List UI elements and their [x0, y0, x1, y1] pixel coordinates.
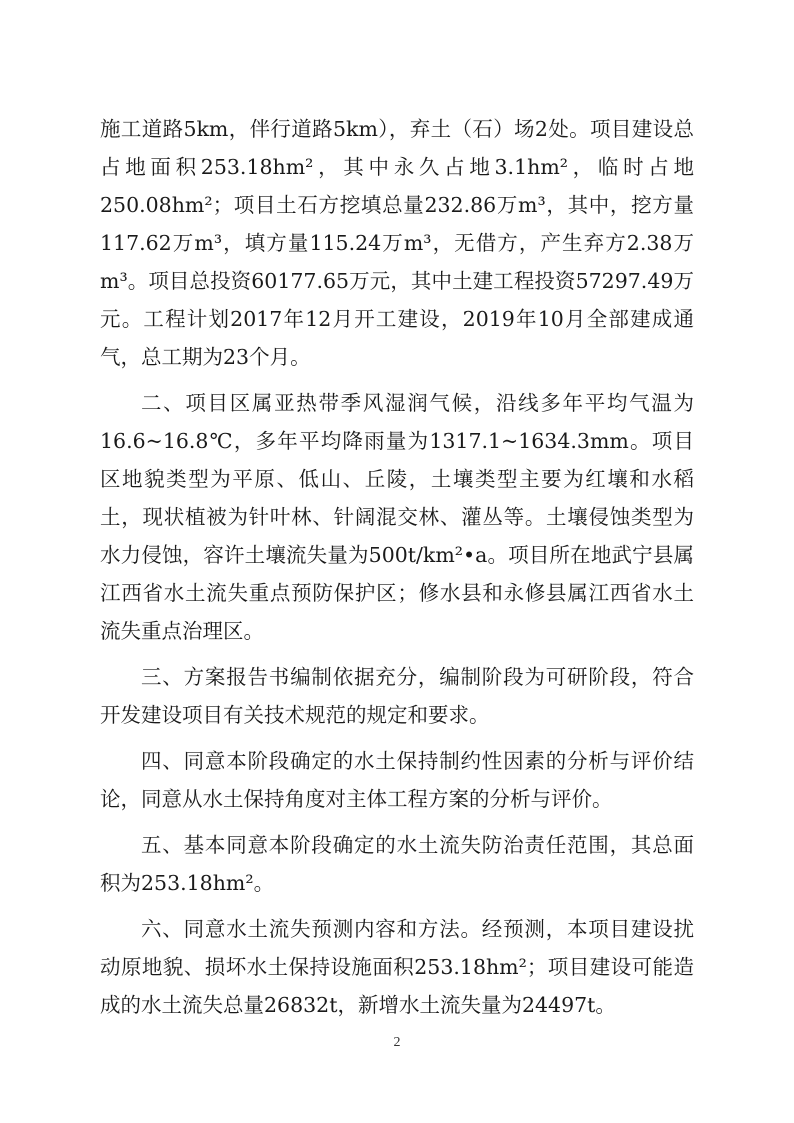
- paragraph-constraint-analysis: 四、同意本阶段确定的水土保持制约性因素的分析与评价结论，同意从水土保持角度对主体工程方案的分析与评价。: [100, 749, 694, 811]
- paragraph-climate-soil: 二、项目区属亚热带季风湿润气候，沿线多年平均气温为16.6~16.8℃，多年平均降雨量为1317.1~1634.3mm。项目区地貌类型为平原、低山、丘陵，土壤类型主要为红壤和水稻土，现状植被为针叶林、针阔混交林、灌丛等。土壤侵蚀类型为水力侵蚀，容许土壤流失量为500t/km²•a。项目所在地武宁县属江西省水土流失重点预防保护区；修水县和永修县属江西省水土流失重点治理区。: [100, 391, 694, 643]
- page-number: 2: [393, 1035, 401, 1050]
- paragraph-project-scale: 施工道路5km，伴行道路5km），弃土（石）场2处。项目建设总占地面积253.18hm²，其中永久占地3.1hm²，临时占地250.08hm²；项目土石方挖填总量232.86万m³，其中，挖方量117.62万m³，填方量115.24万m³，无借方，产生弃方2.38万m³。项目总投资60177.65万元，其中土建工程投资57297.49万元。工程计划2017年12月开工建设，2019年10月全部建成通气，总工期为23个月。: [100, 117, 694, 369]
- paragraph-report-basis: 三、方案报告书编制依据充分，编制阶段为可研阶段，符合开发建设项目有关技术规范的规定和要求。: [100, 665, 694, 727]
- paragraph-erosion-forecast: 六、同意水土流失预测内容和方法。经预测，本项目建设扰动原地貌、损坏水土保持设施面积253.18hm²；项目建设可能造成的水土流失总量26832t，新增水土流失量为24497t。: [100, 917, 694, 1017]
- paragraph-responsibility-scope: 五、基本同意本阶段确定的水土流失防治责任范围，其总面积为253.18hm²。: [100, 833, 694, 895]
- document-body: [100, 110, 694, 1032]
